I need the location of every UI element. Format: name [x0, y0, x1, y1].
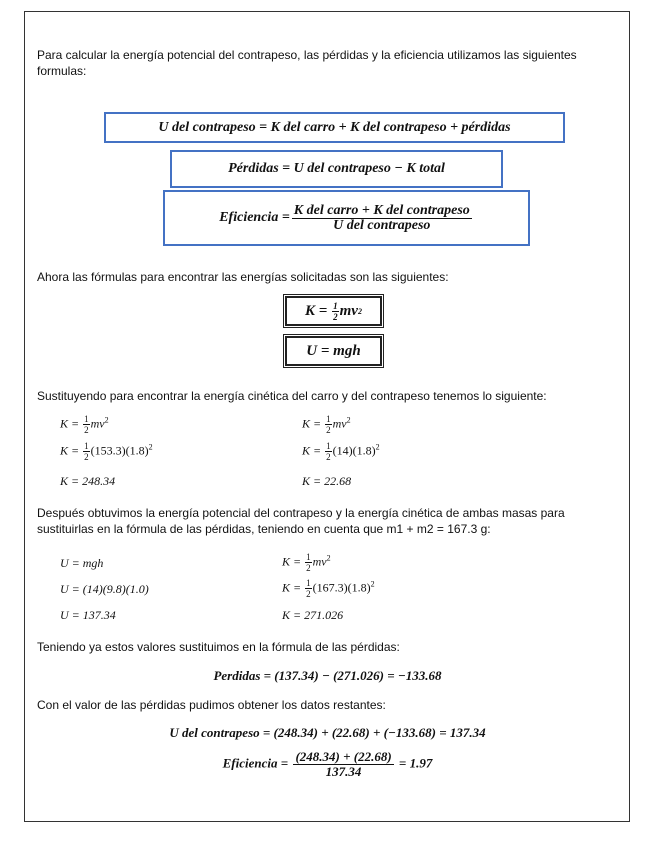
right-l1-lhs: K = [302, 416, 322, 431]
perdidas-result: Perdidas = (137.34) − (271.026) = −133.68 [213, 668, 442, 683]
left-l2-lhs: K = [60, 443, 80, 458]
k-l1-fraction [305, 552, 312, 573]
left-calc-line-2 [60, 441, 153, 462]
conel-paragraph: Con el valor de las pérdidas pudimos obtener los datos restantes: [37, 698, 386, 712]
u-result: U del contrapeso = (248.34) + (22.68) + (−133.68) = 137.34 [169, 725, 486, 740]
left-l2-num: 1 [84, 441, 89, 451]
u-calc-line-2: U = (14)(9.8)(1.0) [60, 582, 149, 596]
k-formula-lhs: K = [305, 302, 328, 319]
ahora-paragraph: Ahora las fórmulas para encontrar las energías solicitadas son las siguientes: [37, 270, 449, 284]
k-calc-line-2 [282, 578, 375, 599]
k-formula-box [285, 296, 382, 326]
right-l1-rhs: mv [332, 416, 347, 431]
formula-eficiencia-den: U del contrapeso [333, 217, 431, 233]
intro-paragraph: Para calcular la energía potencial del contrapeso, las pérdidas y la eficiencia utilizamos las siguientes formulas: [37, 48, 577, 78]
right-l1-den: 2 [326, 425, 331, 435]
eficiencia-result [0, 750, 655, 779]
u-calc-line-1: U = mgh [60, 556, 104, 570]
teniendo-paragraph: Teniendo ya estos valores sustituimos en la fórmula de las pérdidas: [37, 640, 400, 654]
k-formula-fraction [332, 301, 339, 322]
left-l2-exp: 2 [148, 442, 153, 452]
k-l2-exp: 2 [370, 579, 375, 589]
k-l2-num: 1 [306, 578, 311, 588]
u-formula: U = mgh [306, 342, 361, 359]
left-l1-lhs: K = [60, 416, 80, 431]
eficiencia-result-lhs: Eficiencia = [222, 755, 289, 771]
u-calc-line-3: U = 137.34 [60, 608, 116, 622]
formula-perdidas: Pérdidas = U del contrapeso − K total [228, 161, 445, 176]
formula-u-contrapeso-box [104, 112, 565, 143]
formula-eficiencia-num: K del carro + K del contrapeso [293, 202, 470, 218]
left-calc-line-1 [60, 414, 109, 435]
formula-eficiencia-fraction [292, 204, 472, 233]
left-l2-den: 2 [84, 452, 89, 462]
k-calc-line-1 [282, 552, 331, 573]
formula-u-contrapeso: U del contrapeso = K del carro + K del contrapeso + pérdidas [158, 119, 511, 135]
right-l1-num: 1 [326, 414, 331, 424]
right-l2-den: 2 [326, 452, 331, 462]
eficiencia-result-rhs: = 1.97 [398, 755, 433, 771]
right-calc-line-1 [302, 414, 351, 435]
left-l1-den: 2 [84, 425, 89, 435]
left-l1-num: 1 [84, 414, 89, 424]
k-l1-den: 2 [306, 563, 311, 573]
eficiencia-result-den: 137.34 [325, 764, 362, 779]
k-l2-lhs: K = [282, 580, 302, 595]
right-l2-lhs: K = [302, 443, 322, 458]
u-formula-box [285, 336, 382, 366]
left-calc-line-3: K = 248.34 [60, 474, 116, 488]
right-l2-fraction [325, 441, 332, 462]
k-l2-den: 2 [306, 589, 311, 599]
right-l1-exp: 2 [346, 415, 351, 425]
right-l2-num: 1 [326, 441, 331, 451]
k-l2-rhs: (167.3)(1.8) [312, 580, 371, 595]
right-l2-rhs: (14)(1.8) [332, 443, 376, 458]
left-l1-rhs: mv [90, 416, 105, 431]
formula-perdidas-box [170, 150, 503, 188]
k-l2-fraction [305, 578, 312, 599]
formula-eficiencia-box [163, 190, 530, 246]
k-l1-lhs: K = [282, 554, 302, 569]
k-l1-rhs: mv [312, 554, 327, 569]
left-l1-exp: 2 [104, 415, 109, 425]
left-l2-rhs: (153.3)(1.8) [90, 443, 149, 458]
despues-paragraph: Después obtuvimos la energía potencial del contrapeso y la energía cinética de ambas masas para sustituirlas en la fórmula de las pérdidas, teniendo en cuenta que m1 + m2 = 167.3 g: [37, 506, 565, 536]
left-l1-fraction [83, 414, 90, 435]
k-formula-num: 1 [333, 300, 338, 311]
right-l1-fraction [325, 414, 332, 435]
k-formula-rhs: mv [339, 302, 358, 319]
eficiencia-result-fraction [293, 750, 393, 779]
right-calc-line-2 [302, 441, 380, 462]
sustituyendo-paragraph: Sustituyendo para encontrar la energía cinética del carro y del contrapeso tenemos lo siguiente: [37, 389, 547, 403]
left-l2-fraction [83, 441, 90, 462]
k-formula-exp: 2 [357, 306, 362, 316]
k-l1-num: 1 [306, 552, 311, 562]
formula-eficiencia-lhs: Eficiencia = [219, 210, 290, 225]
k-formula-den: 2 [333, 311, 338, 322]
right-l2-exp: 2 [375, 442, 380, 452]
eficiencia-result-num: (248.34) + (22.68) [295, 749, 392, 764]
k-calc-line-3: K = 271.026 [282, 608, 344, 622]
k-l1-exp: 2 [326, 553, 331, 563]
right-calc-line-3: K = 22.68 [302, 474, 352, 488]
